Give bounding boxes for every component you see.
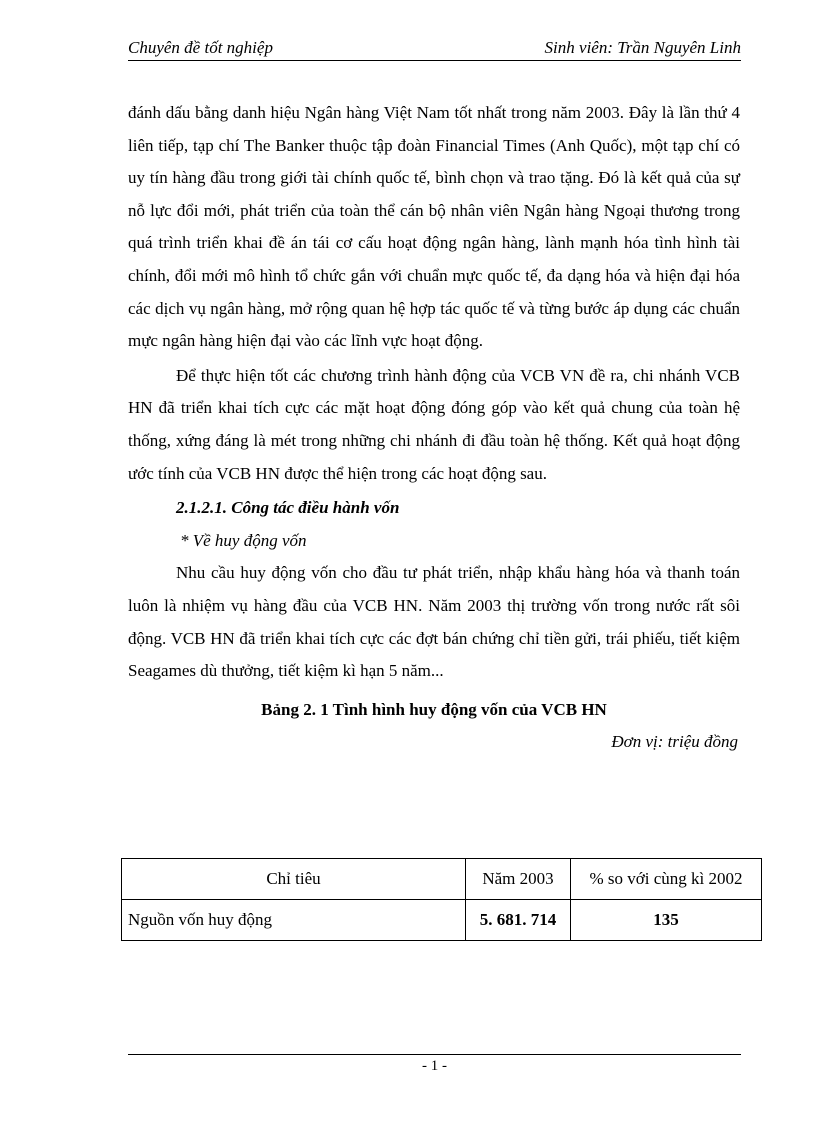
table-header-cell: Chỉ tiêu bbox=[122, 859, 466, 900]
paragraph-implementation: Để thực hiện tốt các chương trình hành động của VCB VN đề ra, chi nhánh VCB HN đã triển khai tích cực các mặt hoạt động đóng góp vào kết quả chung của toàn hệ thống, xứng đáng là mét trong những chi nhánh đi đầu toàn hệ thống. Kết quả hoạt động ước tính của VCB HN được thể hiện trong các hoạt động sau. bbox=[128, 365, 740, 483]
capital-mobilization-table bbox=[121, 858, 762, 941]
page-header bbox=[128, 38, 741, 61]
paragraph-intro: đánh dấu bằng danh hiệu Ngân hàng Việt Nam tốt nhất trong năm 2003. Đây là lần thứ 4 liên tiếp, tạp chí The Banker thuộc tập đoàn Financial Times (Anh Quốc), một tạp chí có uy tín hàng đầu trong giới tài chính quốc tế, bình chọn và trao tặng. Đó là kết quả của sự nỗ lực đổi mới, phát triển của toàn thể cán bộ nhân viên Ngân hàng Ngoại thương trong quá trình triển khai đề án tái cơ cấu hoạt động ngân hàng, lành mạnh hóa tình hình tài chính, đổi mới mô hình tổ chức gắn với chuẩn mực quốc tế, đa dạng hóa và hiện đại hóa các dịch vụ ngân hàng, mở rộng quan hệ hợp tác quốc tế và từng bước áp dụng các chuẩn mực ngân hàng hiện đại vào các lĩnh vực hoạt động. bbox=[128, 103, 740, 351]
page-number: - 1 - bbox=[422, 1058, 447, 1074]
page-body bbox=[128, 97, 740, 759]
paragraph-capital-mobilization: Nhu cầu huy động vốn cho đầu tư phát triển, nhập khẩu hàng hóa và thanh toán luôn là nhiệm vụ hàng đầu của VCB HN. Năm 2003 thị trường vốn trong nước rất sôi động. VCB HN đã triển khai tích cực các đợt bán chứng chỉ tiền gửi, trái phiếu, tiết kiệm Seagames dù thưởng, tiết kiệm kì hạn 5 năm... bbox=[128, 563, 740, 681]
table-caption: Bảng 2. 1 Tình hình huy động vốn của VCB HN bbox=[261, 699, 607, 719]
section-heading: 2.1.2.1. Công tác điều hành vốn bbox=[176, 498, 400, 518]
sub-heading: * Về huy động vốn bbox=[180, 530, 307, 550]
header-document-type: Chuyên đề tốt nghiệp bbox=[128, 38, 273, 57]
table-header-cell: Năm 2003 bbox=[466, 859, 571, 900]
table-unit: Đơn vị: triệu đồng bbox=[611, 732, 738, 752]
table-cell-percent: 135 bbox=[571, 900, 762, 941]
table-header-row bbox=[122, 859, 762, 900]
table-cell-indicator: Nguồn vốn huy động bbox=[122, 900, 466, 941]
table-cell-value-2003: 5. 681. 714 bbox=[466, 900, 571, 941]
header-author: Sinh viên: Trần Nguyên Linh bbox=[544, 38, 741, 57]
page-footer bbox=[128, 1054, 741, 1075]
table-header-cell: % so với cùng kì 2002 bbox=[571, 859, 762, 900]
table-row bbox=[122, 900, 762, 941]
